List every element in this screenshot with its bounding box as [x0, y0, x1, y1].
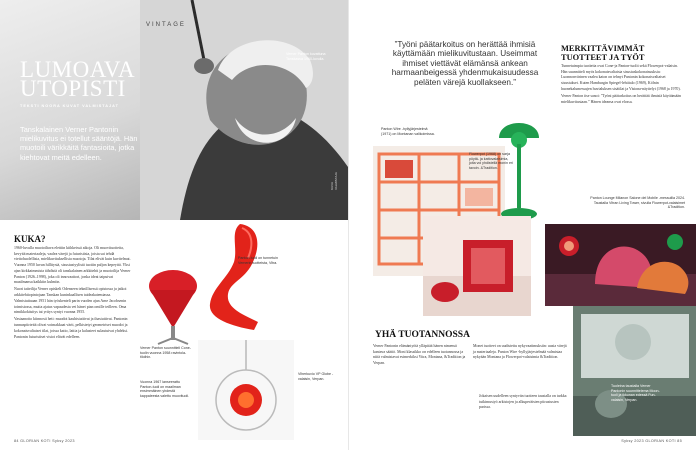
wire-shelf-caption: Panton Wire -hyllyjärjestelmä (1971) on Montanan valikoimissa. [381, 127, 435, 136]
flowerpot-caption: Flowerpot (1968) on sarja pöytä- ja kattovalaisimia, joita voi yhdistellä monin eri tavoin. &Tradition. [469, 152, 513, 170]
pull-quote: ”Työni päätarkoitus on herättää ihmisiä käyttämään mielikuvitustaan. Useimmat ihmiset viettävät elämänsä ankean harmaanbeigessä yhdenmukaisuudessa peläten värejä kuollakseen.” [391, 40, 539, 87]
page-folio-right: Syksy 2023 GLORIAN KOTI 85 [621, 439, 682, 443]
yha-column-3: Jokaisen uudelleen syntyvän tuotteen taustalla on tarkka tutkimustyö arkistojen ja alkuperäisten piirustusten parissa. [479, 394, 567, 410]
yha-column-2: Monet tuotteet on uudistettu nykyvaatimuksiin: uusia värejä ja materiaaleja. Panton Wire -hyllyjärjestelmää valmistaa nykyään Montana ja Flowerpot-valaisimia &Tradition. [473, 344, 567, 360]
merk-paragraph: Verner Panton itse sanoi: ”Työni päätarkoitus on herättää ihmisiä käyttämään mielikuvitustaan.” Hänen ideansa ovat elossa. [561, 94, 681, 104]
title-line-1: LUMOAVA [20, 57, 136, 82]
chair-column [140, 220, 348, 450]
page-folio-left: 84 GLORIAN KOTI Syksy 2023 [14, 439, 75, 443]
designer-portrait-image [140, 0, 348, 220]
kuka-paragraph: Nuori taiteilija Verner opiskeli Odenseen teknillisessä opistossa ja jatkoi arkkitehtiopintojaan Tanskan kuninkaallisen taideakatemiassa. Valmistuttuaan 1951 hän työskenteli parin vuoden ajan Arne Jacobsenin toimistossa, mutta ajatus vapaudesta vei hänet pian omille teilleen. Oma nimikkokäsitys tai yritys syntyi vuonna 1955. [14, 287, 127, 315]
vintage-tag: VINTAGE [146, 22, 186, 28]
lead-paragraph: Tanskalainen Verner Pantonin mielikuvitus ei totellut sääntöjä. Hän muotoili värikkäitä fantasioita, jotka kiehtovat meitä edelleen. [20, 125, 138, 162]
chair-caption-3: Vuonna 1967 lanseerattu Panton-tuoli on maailman ensimmäinen yhdestä kappaleesta valettu muovituoli. [140, 380, 190, 398]
merk-body [561, 64, 683, 105]
globe-lamp-image [198, 340, 294, 440]
kuka-body [14, 246, 132, 340]
living-room-caption: Panton Lounge Milanon Salone del Mobile -messuilla 2024. Taustalla Vitran Living Tower, sivulla Flowerpot-valaisimet &Tradition. [590, 196, 685, 209]
kuka-paragraph: Vastaanotto kiinnosti heti: muodot kauhistuttivat ja ihastuttivat. Pantonin tunnuspiirteitä olivat voimakkaat värit, pelkistetyt geometriset muodot ja kokonaisvaltaiset tilat, joissa katto, lattia ja kalusteet sulautuivat yhdeksi. Pantonin futuristiset visiot elävät edelleen. [14, 317, 128, 339]
living-tower-image [545, 224, 696, 306]
byline: TEKSTI NOORA KUVAT VALMISTAJAT [20, 104, 119, 108]
cone-chair-image [144, 268, 202, 348]
moon-chair-caption: Tuoleina taustalla Verner Pantonin suunnittelema Moon-tuoli ja ikkunan edessä Fun-valaisin, Verpan. [611, 384, 660, 402]
hero-image [0, 0, 348, 220]
photo-credit: KUVA VALMISTAJA [330, 172, 338, 190]
merk-section [561, 44, 683, 107]
kuka-heading: KUKA? [14, 234, 46, 244]
title-line-2: UTOPISTI [20, 76, 126, 101]
right-page [348, 0, 696, 450]
red-room-image [423, 216, 531, 316]
hero-caption: Verner Panton kuvattuna Tanskassa 1960-luvulla. [286, 52, 326, 61]
merk-heading: MERKITTÄVIMMÄT TUOTTEET JA TYÖT [561, 44, 645, 62]
flowerpot-lamp-image [489, 110, 549, 230]
panton-chair-image [200, 222, 270, 332]
chair-caption-1: Panton-tuoli on tunnetuin Vernerin tuotteista, Vitra. [238, 256, 278, 265]
yha-heading: YHÄ TUOTANNOSSA [375, 330, 470, 340]
kuka-paragraph: 1960-luvulla muotoiltava elettiin kiihkeissä aikoja. Oli muovituotteita, kevyitä materiaaleja, vaalea värejä ja futuristisia, joista sai tehdä viettohuolellisia, mielikuvituksellisia muotoja. Tilat elivät kuin kuvitelmat. Vuonna 1950 luvun hillitystä, sisustustyylistä tuotiin paljon kepeyttä. Yksi ajan kirkkaimmista tähdistä oli tanskalainen arkkitehti ja muotoilija Verner Panton (1926–1998), joka oli innovaattori, jonka ideat taipuivat maailmansa kaikkiin kulmiin. [14, 246, 131, 285]
yha-column-1: Verner Pantonin elämäntyötä ylläpitää hänen nimensä kantava säätiö. Moni klassikko on edelleen tuotannossa ja niitä valmistavat esimerkiksi Vitra, Montana, &Tradition ja Verpan. [373, 344, 466, 366]
globe-lamp-caption: Viherkuvio VP Globe -valaisin, Verpan. [298, 372, 334, 381]
chair-caption-2: Verner Panton suunnitteli Cone-tuolin vuonna 1958 ravintola-tiloihin. [140, 346, 191, 359]
kuka-section [14, 234, 132, 342]
page-title [20, 57, 136, 101]
moon-chair-image [573, 306, 696, 436]
merk-paragraph: Tunnetuimpia tuotteita ovat Cone-ja Panton-tuolit sekä Flowerpot-valaisin. Hän suunnitteli myös kokonaisvaltaisia sisustuskokonaisuuksia: Luonnonvärinen vaalea katon on tehnyt Pantonin kokonaisvaltaiset sisustukset. Kuten Hamburgin Spiegel-lehtitalo (1969), Kölnin huonekalumessujen huvialuksen sisätilat ja Visiona-näyttelyt (1968 ja 1970). [561, 64, 681, 91]
